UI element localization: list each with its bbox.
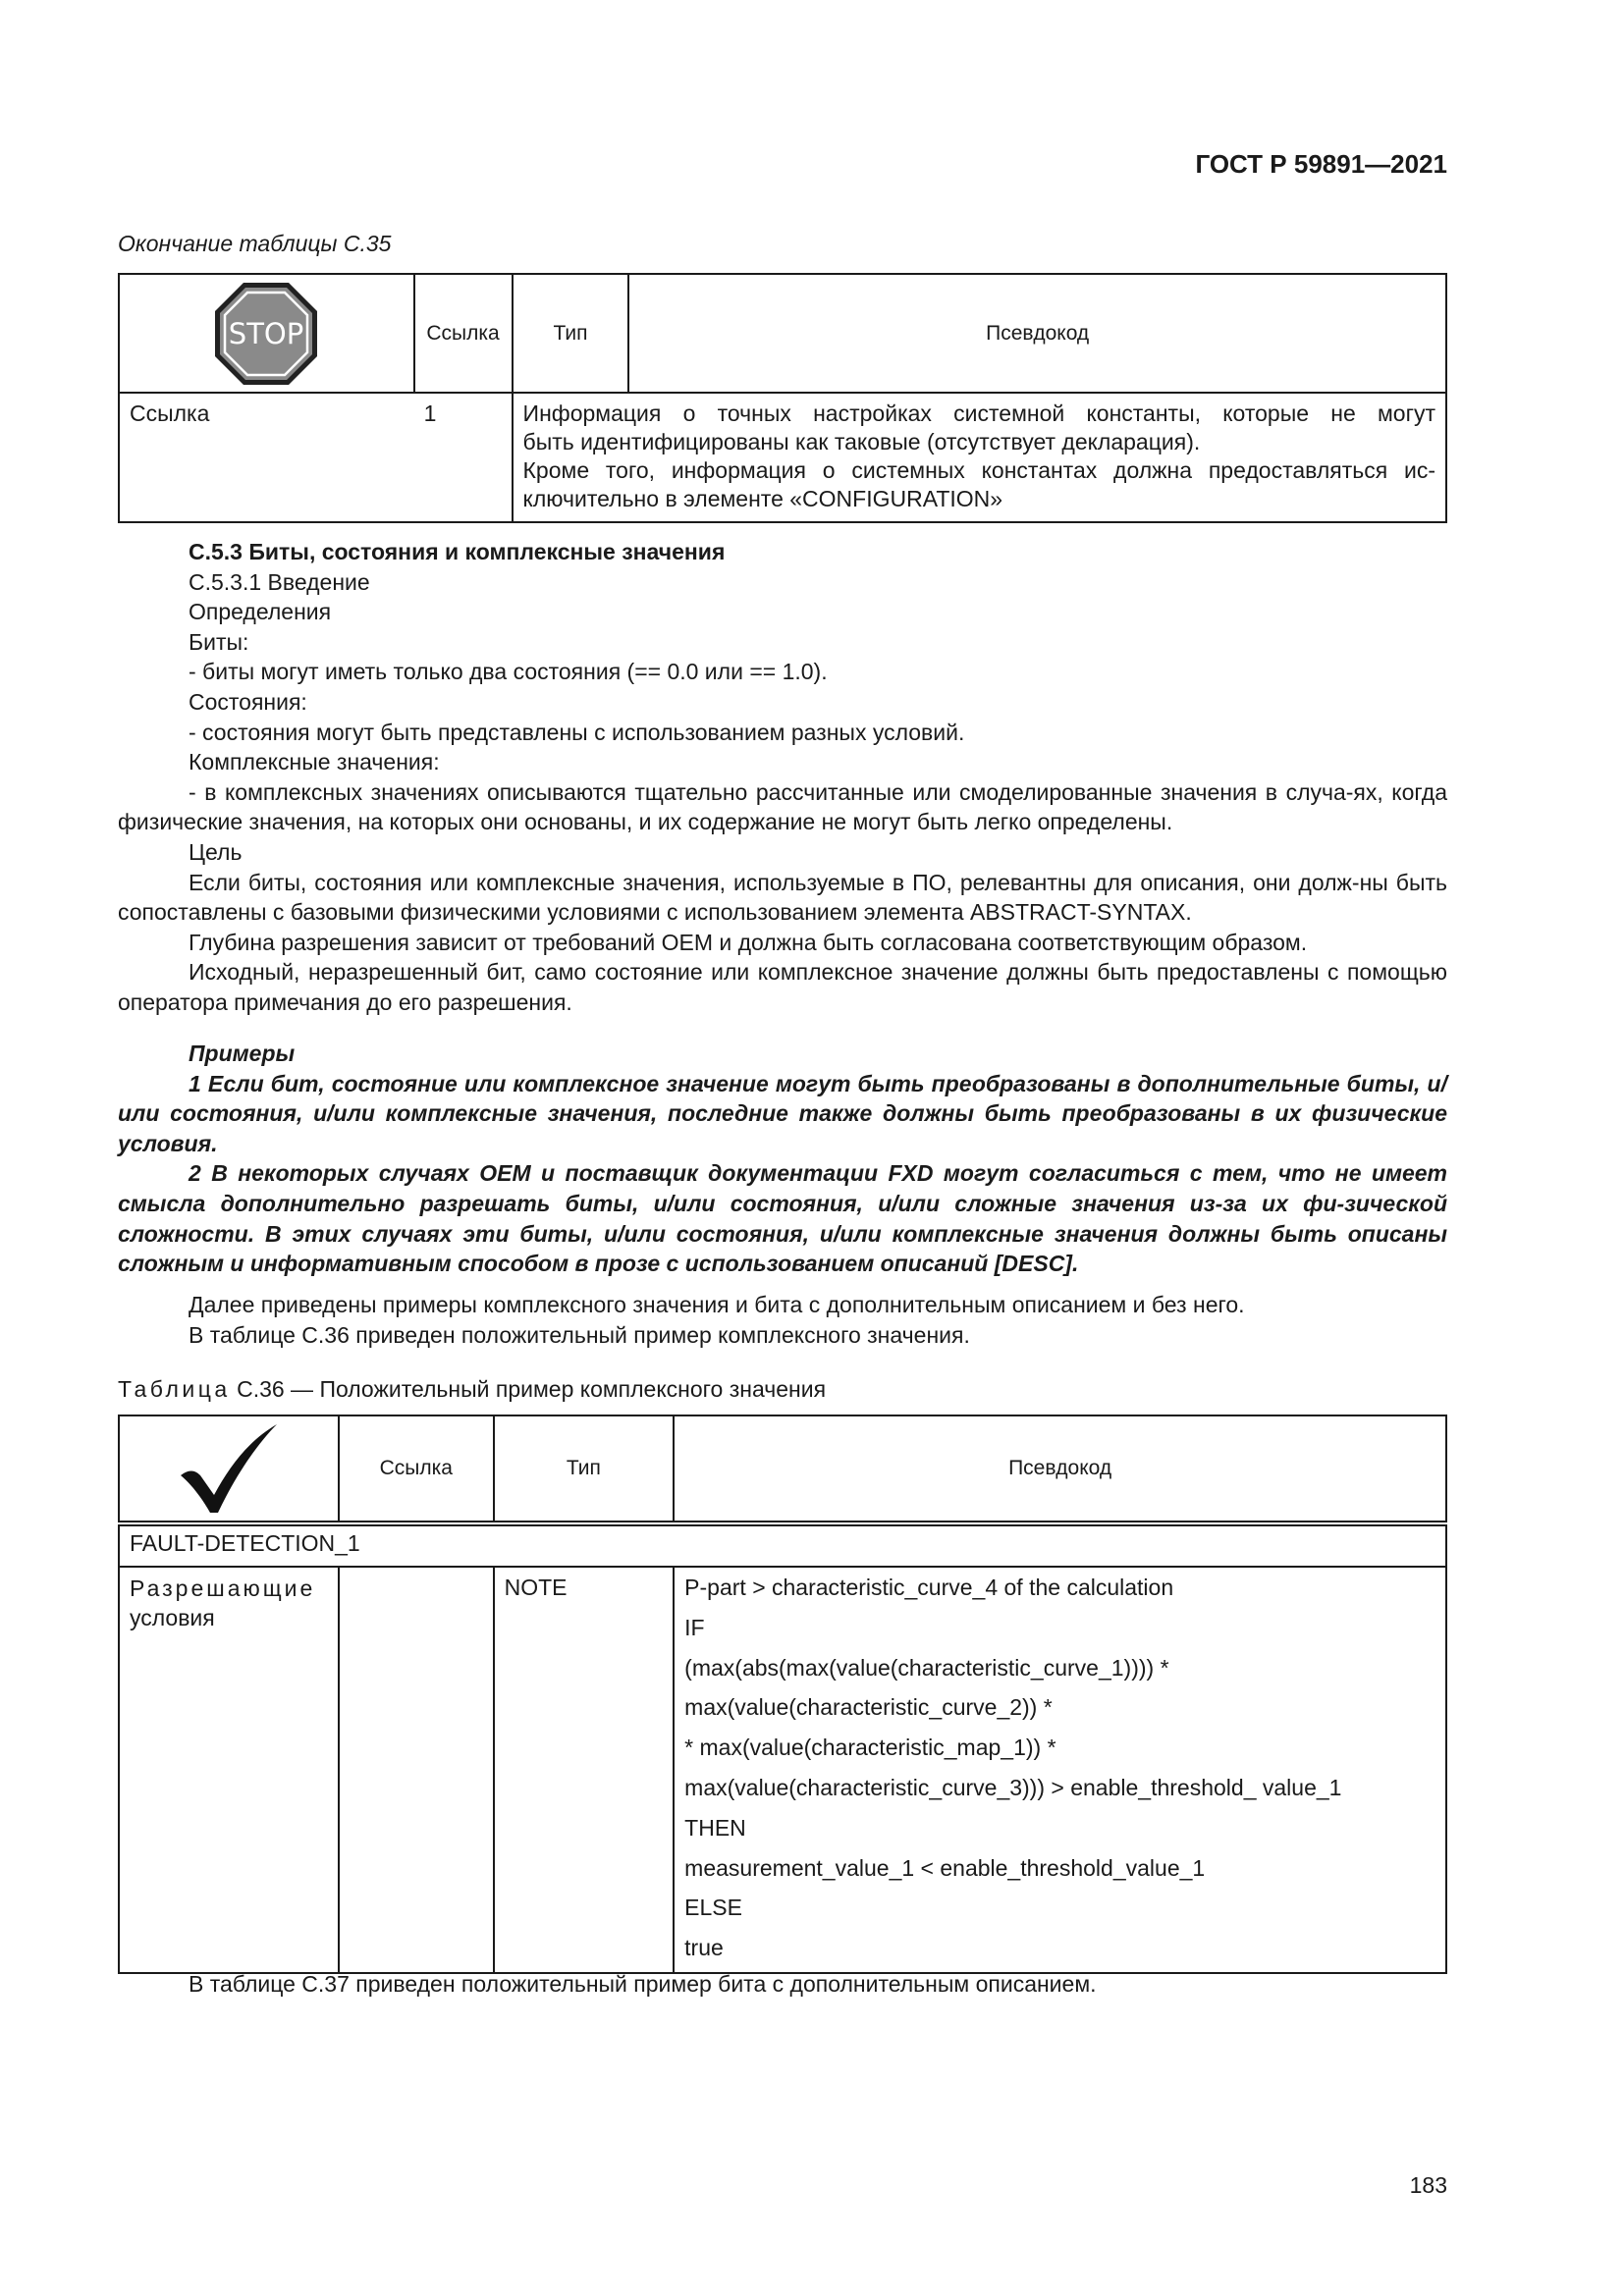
row-name: Разрешающие условия: [130, 1575, 316, 1630]
table-row: [119, 1567, 1446, 1973]
row-ref: 1: [423, 400, 437, 426]
header-pseudocode: Псевдокод: [628, 274, 1446, 393]
states-text: - состояния могут быть представлены с использованием разных условий.: [189, 719, 965, 745]
row-pseudocode: Информация о точных настройках системной константы, которые не могут быть идентифицированы как таковые (отсутствует декларация). Кроме того, информация о системных константах должна предоставляться ис- ключительно в элементе «CONFIGURATION»: [522, 400, 1435, 511]
table-c36-caption: Таблица С.36 — Положительный пример комплексного значения: [118, 1376, 827, 1402]
group-name: FAULT-DETECTION_1: [119, 1523, 1446, 1567]
subsection-heading: С.5.3.1 Введение: [189, 568, 370, 595]
after-examples-p2: В таблице С.36 приведен положительный пример комплексного значения.: [189, 1321, 970, 1348]
bits-text: - биты могут иметь только два состояния (== 0.0 или == 1.0).: [189, 659, 828, 685]
bits-label: Биты:: [189, 628, 249, 655]
complex-label: Комплексные значения:: [189, 749, 440, 775]
examples-title: Примеры: [189, 1041, 296, 1066]
stop-sign-icon: [211, 279, 321, 389]
stop-sign-cell: [119, 274, 414, 393]
definitions-title: Определения: [189, 599, 332, 625]
standard-header: ГОСТ Р 59891—2021: [1195, 149, 1447, 179]
final-note: В таблице С.37 приведен положительный пример бита с дополнительным описанием.: [189, 1971, 1097, 1997]
table-continuation-label: Окончание таблицы С.35: [118, 231, 392, 256]
checkmark-cell: [119, 1415, 339, 1523]
states-label: Состояния:: [189, 688, 307, 715]
depth-text: Глубина разрешения зависит от требований OEM и должна быть согласована соответствующим образом.: [189, 929, 1308, 955]
header-ref: Ссылка: [414, 274, 513, 393]
group-row: [119, 1523, 1446, 1567]
after-examples: [118, 1290, 1447, 1350]
complex-text: - в комплексных значениях описываются тщательно рассчитанные или смоделированные значения в случа-ях, когда физические значения, на которых они основаны, и их содержание не могут быть легко определены.: [118, 778, 1447, 835]
row-name: Ссылка: [130, 400, 210, 426]
examples-block: [118, 1039, 1447, 1279]
section-heading: С.5.3 Биты, состояния и комплексные значения: [189, 539, 726, 564]
header-type: Тип: [513, 274, 629, 393]
after-examples-p1: Далее приведены примеры комплексного значения и бита с дополнительным описанием и без него.: [189, 1292, 1245, 1317]
header-type: Тип: [494, 1415, 675, 1523]
example-2: 2 В некоторых случаях OEM и поставщик документации FXD могут согласиться с тем, что не имеет смысла дополнительно разрешать биты, и/или состояния, и/или сложные значения из-за их фи-зической сложности. В этих случаях эти биты, и/или состояния, и/или комплексные значения должны быть описаны сложным и информативным способом в прозе с использованием описаний [DESC].: [118, 1160, 1447, 1277]
section-c53: [118, 537, 1447, 1018]
stop-sign-text: STOP: [229, 316, 304, 350]
goal-label: Цель: [189, 838, 243, 865]
header-ref: Ссылка: [339, 1415, 494, 1523]
checkmark-icon: [175, 1420, 283, 1517]
table-c36: [118, 1415, 1447, 1974]
initial-text: Исходный, неразрешенный бит, само состояние или комплексное значение должны быть предоставлены с помощью оператора примечания до его разрешения.: [118, 959, 1447, 1015]
table-header-row: [119, 1415, 1446, 1523]
goal-text: Если биты, состояния или комплексные значения, используемые в ПО, релевантны для описания, они долж-ны быть сопоставлены с базовыми физическими условиями с использованием элемента ABSTRACT-SYNTAX.: [118, 869, 1447, 926]
row-pseudocode: P-part > characteristic_curve_4 of the calculation IF (max(abs(max(value(characteristic_curve_1)))) * max(value(characteristic_curve_2)) * * max(value(characteristic_map_1)) * max(value(characteristic_curve_3))) > enable_threshold_ value_1 THEN measurement_value_1 < enable_threshold_value_1 ELSE true: [684, 1575, 1342, 1961]
table-row: [119, 393, 1446, 522]
example-1: 1 Если бит, состояние или комплексное значение могут быть преобразованы в дополнительные биты, и/или состояния, и/или комплексные значения, последние также должны быть преобразованы в их физические условия.: [118, 1070, 1447, 1156]
table-c35: [118, 273, 1447, 523]
page-number: 183: [1409, 2172, 1447, 2198]
table-header-row: [119, 274, 1446, 393]
row-type: NOTE: [504, 1575, 568, 1600]
header-pseudocode: Псевдокод: [674, 1415, 1446, 1523]
row-ref: [340, 1568, 493, 1577]
